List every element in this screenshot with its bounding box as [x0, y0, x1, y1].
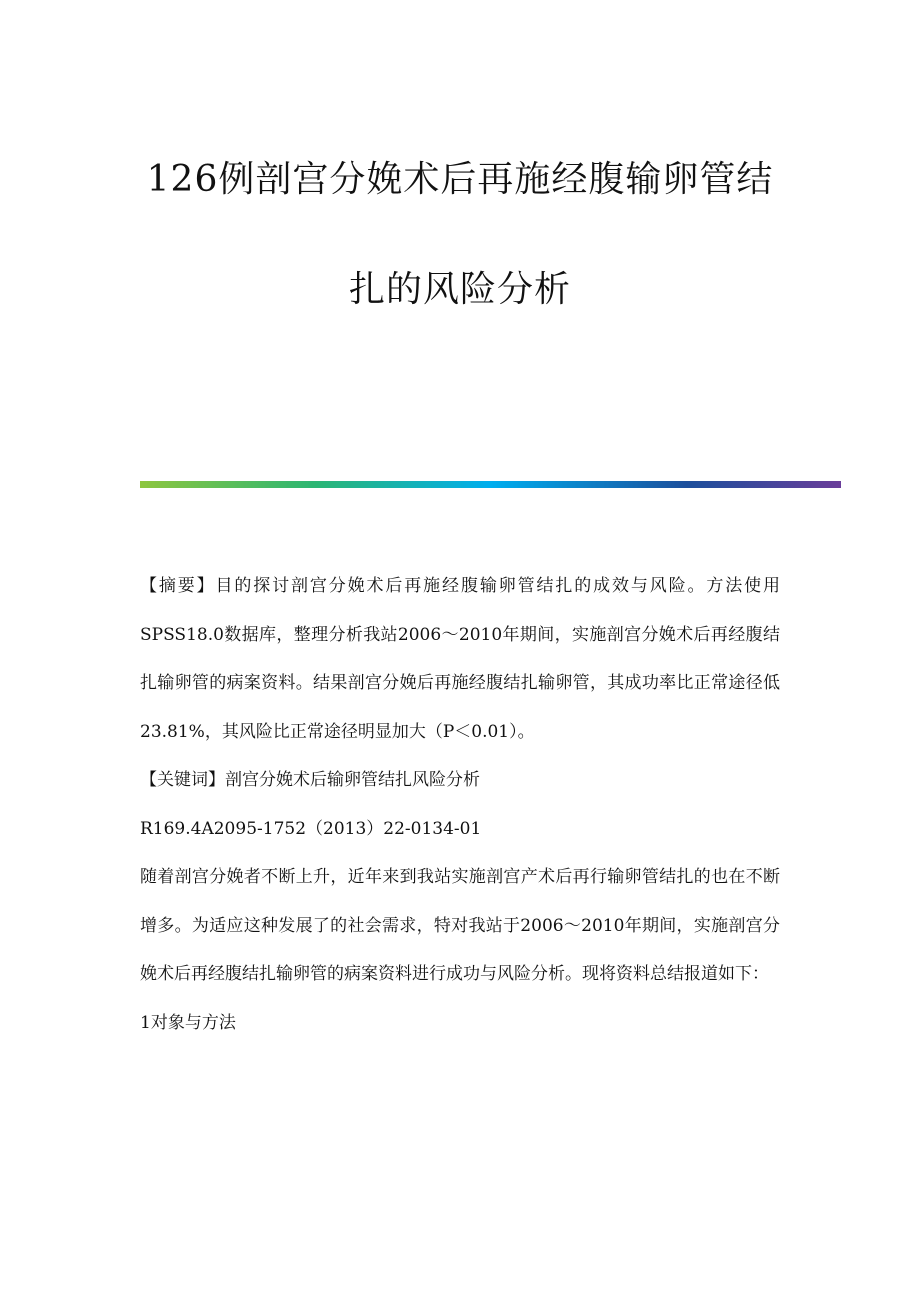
document-body	[140, 562, 780, 1047]
document-title	[0, 160, 920, 310]
title-line-2: 扎的风险分析	[348, 269, 571, 310]
classification-code: R169.4A2095-1752（2013）22-0134-01	[140, 818, 482, 839]
title-line-1: 126例剖宫分娩术后再施经腹输卵管结	[146, 159, 774, 200]
intro-paragraph: 随着剖宫分娩者不断上升，近年来到我站实施剖宫产术后再行输卵管结扎的也在不断增多。为适应这种发展了的社会需求，特对我站于2006～2010年期间，实施剖宫分娩术后再经腹结扎输卵管的病案资料进行成功与风险分析。现将资料总结报道如下：	[140, 867, 780, 984]
section-heading-1: 1对象与方法	[140, 1012, 236, 1033]
gradient-divider	[140, 481, 841, 488]
keywords-paragraph: 【关键词】剖宫分娩术后输卵管结扎风险分析	[140, 770, 480, 790]
abstract-paragraph: 【摘要】目的探讨剖宫分娩术后再施经腹输卵管结扎的成效与风险。方法使用SPSS18.0数据库，整理分析我站2006～2010年期间，实施剖宫分娩术后再经腹结扎输卵管的病案资料。结果剖宫分娩后再施经腹结扎输卵管，其成功率比正常途径低23.81%，其风险比正常途径明显加大（P＜0.01）。	[140, 576, 780, 742]
